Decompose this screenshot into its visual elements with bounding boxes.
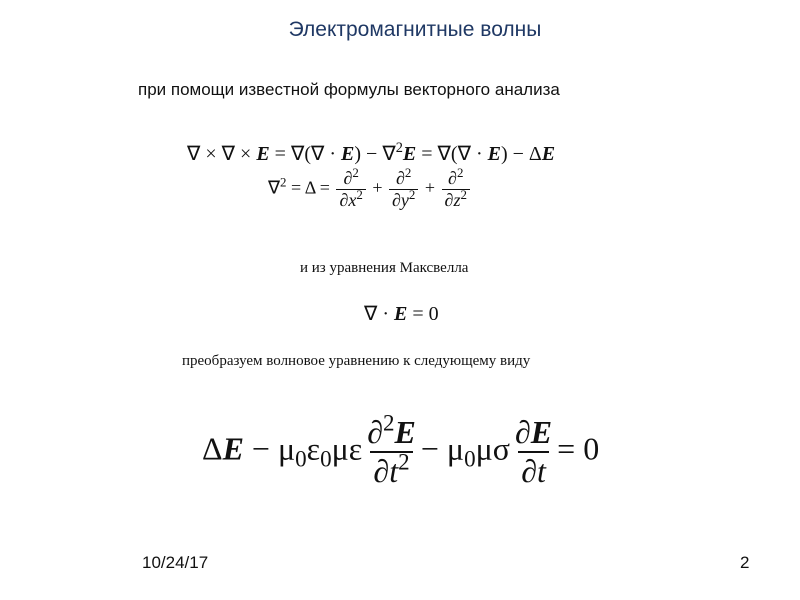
slide-date: 10/24/17 <box>142 553 209 572</box>
slide-number: 2 <box>740 553 750 572</box>
equation-curl-curl: ∇ × ∇ × E = ∇(∇ · E) − ∇$^2$E = ∇(∇ · E) − ΔE <box>187 140 556 165</box>
maxwell-text: и из уравнения Максвелла <box>300 260 469 276</box>
transform-text: преобразуем волновое уравнению к следующему виду <box>182 353 531 369</box>
equation-divergence: ∇ · E = 0 <box>364 303 439 325</box>
slide-title: Электромагнитные волны <box>288 18 542 41</box>
equation-laplacian: ∇$^2$ = Δ = $\frac{\partial^2}{\partial x^2}$ + $\frac{\partial^2}{\partial y^2}$ + $\frac{\partial^2}{\partial z^2}$ <box>268 168 472 211</box>
intro-text: при помощи известной формулы векторного анализа <box>138 80 560 99</box>
equation-wave: $\Delta E - \mu_0\varepsilon_0\mu\varepsilon$ $\frac{\partial^2E}{\partial t^2}$ − $\mu_0\mu\sigma$ $\frac{\partial E}{\partial t}$ = 0 <box>202 409 600 489</box>
